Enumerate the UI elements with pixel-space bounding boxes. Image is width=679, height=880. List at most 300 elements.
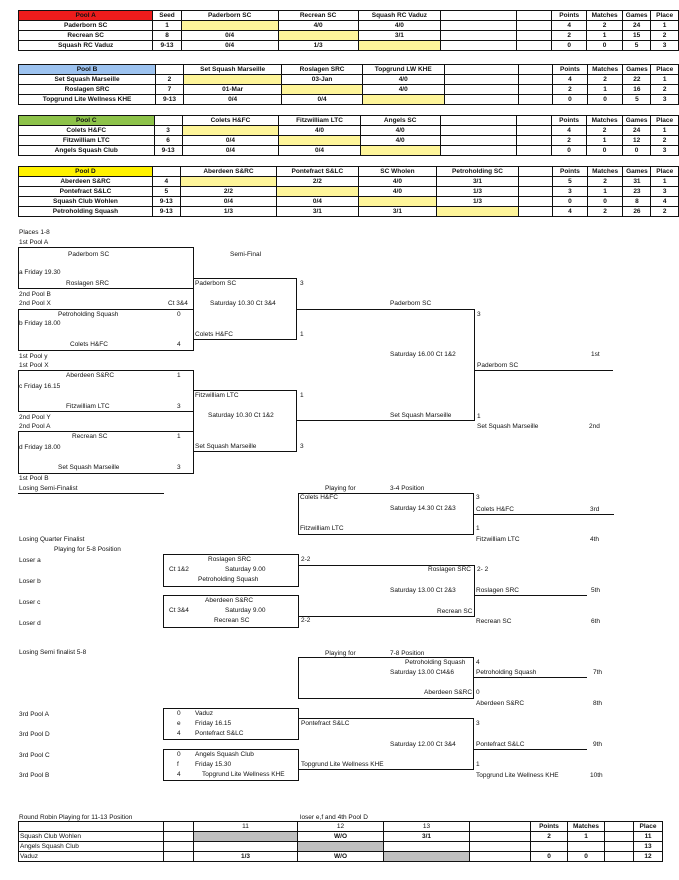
winner-line	[474, 514, 614, 515]
result-cell	[279, 136, 361, 146]
pool-table	[18, 10, 679, 51]
matches-value: 2	[587, 177, 623, 187]
mf-top-score: 0	[177, 751, 181, 758]
pool-name: Pool A	[19, 11, 153, 21]
result-cell: W/O	[298, 852, 384, 862]
mf-top: Angels Squash Club	[195, 751, 254, 758]
seed-value: 7	[156, 85, 184, 95]
result-cell	[384, 852, 470, 862]
result-cell	[444, 75, 518, 85]
place-9th: 9th	[593, 741, 603, 748]
team-name: Set Squash Marseille	[19, 75, 156, 85]
qf-d-top-team: Recrean SC	[72, 433, 108, 440]
result-cell: 1/3	[180, 207, 277, 217]
stat-header: Games	[623, 65, 651, 75]
points-value: 0	[552, 41, 587, 51]
opponent-header: Squash RC Vaduz	[358, 11, 440, 21]
final-top-team: Paderborn SC	[390, 300, 432, 307]
pool-table	[18, 166, 679, 217]
qf-c-bottom-score: 3	[177, 403, 181, 410]
me-top: Vaduz	[195, 710, 213, 717]
winner-line	[474, 595, 587, 596]
stat-header: Place	[651, 11, 679, 21]
spacer-cell	[516, 146, 551, 156]
sf1-top-team: Paderborn SC	[195, 280, 237, 287]
result-cell	[278, 31, 358, 41]
games-value: 5	[623, 95, 651, 105]
result-cell: 2/2	[180, 187, 277, 197]
place-value: 13	[634, 842, 663, 852]
seed-value: 6	[154, 136, 182, 146]
spacer-cell	[470, 822, 531, 832]
result-cell: 0/4	[181, 31, 278, 41]
m56-top-score: 2- 2	[477, 566, 489, 573]
stat-header: Games	[622, 116, 650, 126]
qf-a-bottom-team: Roslagen SRC	[66, 280, 109, 287]
result-cell: 0/4	[277, 197, 358, 207]
team-name: Paderborn SC	[19, 21, 153, 31]
qf-b-bottom-score: 4	[177, 341, 181, 348]
place-7th: 7th	[593, 669, 603, 676]
losing-qf-label: Losing Quarter Finalist	[19, 536, 85, 543]
tp-info: Saturday 14.30 Ct 2&3	[390, 505, 456, 512]
place-4th: 4th	[590, 536, 600, 543]
seed-value: 4	[152, 177, 180, 187]
result-cell	[360, 146, 440, 156]
result-cell: 4/0	[358, 21, 440, 31]
points-value: 2	[552, 31, 587, 41]
playing-for-label: Playing for	[325, 650, 356, 657]
pool-row	[19, 207, 679, 217]
spacer-cell	[518, 75, 552, 85]
team-name: Angels Squash Club	[19, 842, 164, 852]
team-name: Topgrund Lite Wellness KHE	[19, 95, 156, 105]
spacer-cell	[470, 832, 531, 842]
result-cell	[444, 85, 518, 95]
matches-value	[568, 842, 605, 852]
spacer-cell	[470, 852, 531, 862]
mf-letter: f	[177, 761, 179, 768]
spacer-cell	[516, 21, 551, 31]
result-cell	[277, 187, 358, 197]
matches-value: 1	[587, 187, 623, 197]
matches-value: 2	[587, 75, 623, 85]
result-cell: 3/1	[277, 207, 358, 217]
stat-header: Place	[651, 116, 679, 126]
m78-info: Saturday 13.00 Ct4&6	[390, 669, 454, 676]
place-value: 3	[651, 41, 679, 51]
seed-header: Seed	[153, 11, 181, 21]
m57a-score: 2-2	[301, 556, 311, 563]
blank-header	[19, 822, 164, 832]
tp-top-team: Colets H&FC	[300, 494, 338, 501]
result-cell	[440, 136, 516, 146]
points-value: 5	[553, 177, 588, 187]
pool-label: 3rd Pool A	[19, 711, 49, 718]
seed-label: 2nd Pool A	[19, 423, 51, 430]
result-cell	[194, 832, 298, 842]
result-cell: 0/4	[279, 146, 361, 156]
opponent-header: Topgrund LW KHE	[362, 65, 444, 75]
blank-cell	[164, 852, 194, 862]
result-cell: 3/1	[358, 207, 437, 217]
sf2-info: Saturday 10.30 Ct 1&2	[208, 412, 274, 419]
result-cell	[440, 126, 516, 136]
result-cell: 4/0	[360, 136, 440, 146]
pool-row	[19, 136, 679, 146]
spacer-cell	[470, 842, 531, 852]
sf1-top-score: 3	[300, 280, 304, 287]
m78-bottom-score: 0	[476, 689, 480, 696]
games-value: 12	[622, 136, 650, 146]
round-robin-grid	[18, 821, 663, 862]
qf-c-info: c Friday 16.15	[19, 383, 61, 390]
mf-bottom: Topgrund Lite Wellness KHE	[202, 771, 285, 778]
qf-c-top-score: 1	[177, 372, 181, 379]
matches-value: 0	[587, 197, 623, 207]
winner-line	[474, 677, 587, 678]
ninth-team: Pontefract S&LC	[476, 741, 525, 748]
m910-bottom: Topgrund Lite Wellness KHE	[301, 761, 384, 768]
spacer-cell	[516, 136, 551, 146]
result-cell	[441, 31, 517, 41]
spacer-cell	[518, 65, 552, 75]
team-name: Colets H&FC	[19, 126, 155, 136]
result-cell	[182, 126, 279, 136]
seed-header	[154, 116, 182, 126]
blank-cell	[605, 852, 634, 862]
team-name: Aberdeen S&RC	[19, 177, 153, 187]
opponent-header: Pontefract S&LC	[277, 167, 358, 177]
final-box	[297, 309, 475, 421]
place-value: 1	[651, 21, 679, 31]
m57a-court: Ct 1&2	[169, 566, 189, 573]
m57b-court: Ct 3&4	[169, 607, 189, 614]
opponent-header: SC Wholen	[358, 167, 437, 177]
spacer-cell	[516, 11, 551, 21]
seed-value: 2	[156, 75, 184, 85]
m78-top: Petroholding Squash	[405, 659, 466, 666]
games-value: 24	[622, 126, 650, 136]
stat-header: Points	[552, 11, 587, 21]
seed-label: 2nd Pool X	[19, 300, 51, 307]
matches-value: 0	[587, 41, 623, 51]
pool-row	[19, 75, 679, 85]
seventh-team: Petroholding Squash	[476, 669, 537, 676]
stat-header	[605, 822, 634, 832]
games-value: 24	[623, 21, 651, 31]
m57a-bottom: Petroholding Squash	[198, 576, 259, 583]
m57b-score: 2-2	[301, 617, 311, 624]
qf-a-top-team: Paderborn SC	[68, 251, 110, 258]
result-cell	[437, 207, 518, 217]
points-value: 0	[531, 852, 568, 862]
round-robin-title: Round Robin Playing for 11-13 Position	[19, 814, 133, 821]
seed-label: 2nd Pool B	[19, 291, 51, 298]
stat-header: Games	[623, 11, 651, 21]
pool-label: 3rd Pool D	[19, 731, 50, 738]
seed-header	[156, 65, 184, 75]
place-value: 4	[651, 197, 679, 207]
result-cell	[384, 842, 470, 852]
matches-value: 2	[587, 207, 623, 217]
result-cell: W/O	[298, 832, 384, 842]
result-cell: 4/0	[358, 187, 437, 197]
pool-row	[19, 41, 679, 51]
stat-header: Matches	[587, 65, 623, 75]
team-name: Pontefract S&LC	[19, 187, 153, 197]
loser-label: Loser d	[19, 620, 41, 627]
spacer-cell	[516, 116, 551, 126]
team-name: Squash Club Wohlen	[19, 832, 164, 842]
result-cell: 4/0	[279, 126, 361, 136]
team-name: Petroholding Squash	[19, 207, 153, 217]
pool-row	[19, 31, 679, 41]
loser-label: Loser a	[19, 557, 41, 564]
blank-header	[164, 822, 194, 832]
opponent-header: Paderborn SC	[181, 11, 278, 21]
opponent-header: Petroholding SC	[437, 167, 518, 177]
five-eight-title: Playing for 5-8 Position	[54, 546, 121, 553]
seed-value: 9-13	[154, 146, 182, 156]
seed-label: 1st Pool y	[19, 353, 48, 360]
place-value: 3	[651, 95, 679, 105]
m57b-top: Aberdeen S&RC	[205, 597, 254, 604]
sf2-top-team: Fitzwilliam LTC	[195, 392, 239, 399]
qf-d-top-score: 1	[177, 433, 181, 440]
m910-info: Saturday 12.00 Ct 3&4	[390, 741, 456, 748]
m910-top: Pontefract S&LC	[301, 720, 350, 727]
place-value: 2	[651, 207, 679, 217]
opponent-header: Aberdeen S&RC	[180, 167, 277, 177]
qf-c-bottom-team: Fitzwilliam LTC	[66, 403, 110, 410]
points-value: 4	[552, 21, 587, 31]
seed-value: 9-13	[153, 41, 181, 51]
opponent-header: Angels SC	[360, 116, 440, 126]
sf2-top-score: 1	[300, 392, 304, 399]
place-value: 2	[651, 31, 679, 41]
games-value: 0	[622, 146, 650, 156]
result-cell: 1/3	[437, 187, 518, 197]
matches-value: 1	[587, 85, 623, 95]
qf-b-court: Ct 3&4	[168, 300, 188, 307]
bracket-title: Places 1-8	[19, 229, 50, 236]
team-name: Vaduz	[19, 852, 164, 862]
m78-bottom: Aberdeen S&RC	[424, 689, 473, 696]
points-value: 4	[553, 75, 588, 85]
seed-label: 1st Pool A	[19, 239, 49, 246]
opponent-header: Set Squash Marseille	[183, 65, 282, 75]
result-cell: 0/4	[282, 95, 362, 105]
matches-value: 1	[587, 136, 623, 146]
pool-name: Pool C	[19, 116, 155, 126]
result-cell	[444, 95, 518, 105]
matches-value: 2	[587, 21, 623, 31]
pool-table	[18, 115, 679, 156]
runner-up-team: Set Squash Marseille	[477, 423, 539, 430]
round-robin-subtitle: loser e,f and 4th Pool D	[300, 814, 368, 821]
opponent-header: Roslagen SRC	[282, 65, 362, 75]
team-name: Roslagen SRC	[19, 85, 156, 95]
winner-line	[474, 749, 587, 750]
result-cell	[298, 842, 384, 852]
tp-top-score: 3	[476, 494, 480, 501]
result-cell: 0/4	[182, 136, 279, 146]
opponent-header	[441, 11, 517, 21]
spacer-cell	[518, 167, 553, 177]
qf-d-bottom-team: Set Squash Marseille	[58, 464, 120, 471]
points-value: 2	[553, 85, 588, 95]
losing-semi-58-label: Losing Semi finalist 5-8	[19, 649, 87, 656]
qf-b-bottom-team: Colets H&FC	[70, 341, 108, 348]
result-cell	[441, 41, 517, 51]
tp-bottom-team: Fitzwilliam LTC	[300, 525, 344, 532]
qf-b-top-score: 0	[177, 311, 181, 318]
me-letter: e	[177, 720, 181, 727]
matches-value: 0	[587, 146, 623, 156]
stat-header: Matches	[587, 167, 623, 177]
place-5th: 5th	[591, 587, 601, 594]
pool-name: Pool B	[19, 65, 156, 75]
tp-winner: Colets H&FC	[476, 506, 514, 513]
result-cell: 2/2	[277, 177, 358, 187]
place-value: 2	[651, 136, 679, 146]
m78-top-score: 4	[476, 659, 480, 666]
games-value: 26	[623, 207, 651, 217]
games-value: 15	[623, 31, 651, 41]
pool-row	[19, 197, 679, 207]
stat-header: Points	[531, 822, 568, 832]
round-robin-row	[19, 832, 663, 842]
result-cell	[282, 85, 362, 95]
sf1-bottom-team: Colets H&FC	[195, 331, 233, 338]
pool-row	[19, 85, 679, 95]
sf1-bottom-score: 1	[300, 331, 304, 338]
seed-header	[152, 167, 180, 177]
position-label: 3-4 Position	[390, 485, 425, 492]
me-bottom-score: 4	[177, 730, 181, 737]
place-value: 3	[651, 187, 679, 197]
spacer-cell	[518, 207, 553, 217]
place-value: 11	[634, 832, 663, 842]
result-cell: 03-Jan	[282, 75, 362, 85]
round-robin-row	[19, 852, 663, 862]
tp-loser: Fitzwilliam LTC	[476, 536, 520, 543]
mf-bottom-score: 4	[177, 771, 181, 778]
games-value: 8	[623, 197, 651, 207]
result-cell	[181, 21, 278, 31]
matches-value: 1	[568, 832, 605, 842]
points-value	[531, 842, 568, 852]
m56-bottom: Recrean SC	[437, 608, 473, 615]
sf1-info: Saturday 10.30 Ct 3&4	[210, 300, 276, 307]
five-winner: Roslagen SRC	[476, 587, 519, 594]
result-cell: 4/0	[358, 177, 437, 187]
result-cell: 0/4	[183, 95, 282, 105]
seed-label: 1st Pool B	[19, 475, 49, 482]
stat-header: Place	[651, 65, 679, 75]
playing-for-label: Playing for	[325, 485, 356, 492]
stat-header: Points	[553, 65, 588, 75]
opponent-header: Recrean SC	[278, 11, 358, 21]
final-info: Saturday 16.00 Ct 1&2	[390, 351, 456, 358]
winner-line	[475, 370, 613, 371]
m57a-info: Saturday 9.00	[225, 566, 266, 573]
stat-header: Place	[651, 167, 679, 177]
opponent-header	[444, 65, 518, 75]
stat-header: Points	[552, 116, 587, 126]
m57b-bottom: Recrean SC	[214, 617, 250, 624]
place-value: 1	[651, 126, 679, 136]
qf-c-top-team: Aberdeen S&RC	[66, 372, 115, 379]
pool-label: 3rd Pool C	[19, 752, 50, 759]
result-cell	[362, 95, 444, 105]
final-bottom-team: Set Squash Marseille	[390, 412, 452, 419]
games-value: 5	[623, 41, 651, 51]
result-cell	[180, 177, 277, 187]
seed-value: 1	[153, 21, 181, 31]
winner-team: Paderborn SC	[477, 362, 519, 369]
result-cell: 3/1	[437, 177, 518, 187]
stat-header: Games	[623, 167, 651, 177]
qf-d-bottom-score: 3	[177, 464, 181, 471]
points-value: 0	[553, 197, 588, 207]
points-value: 4	[552, 126, 587, 136]
result-cell: 1/3	[194, 852, 298, 862]
position-header: 13	[384, 822, 470, 832]
losing-semi-label: Losing Semi-Finalist	[19, 485, 78, 492]
loser-label: Loser b	[19, 578, 41, 585]
loser-label: Loser c	[19, 599, 41, 606]
round-robin-row	[19, 842, 663, 852]
spacer-cell	[518, 187, 553, 197]
divider-line	[18, 493, 164, 494]
pool-label: 3rd Pool B	[19, 772, 50, 779]
opponent-header: Fitzwilliam LTC	[279, 116, 361, 126]
spacer-cell	[516, 41, 551, 51]
final-bottom-score: 1	[477, 413, 481, 420]
result-cell: 01-Mar	[183, 85, 282, 95]
points-value: 2	[552, 136, 587, 146]
games-value: 23	[623, 187, 651, 197]
semi-final-title: Semi-Final	[230, 251, 262, 258]
games-value: 16	[623, 85, 651, 95]
spacer-cell	[516, 126, 551, 136]
place-value: 12	[634, 852, 663, 862]
eighth-team: Aberdeen S&RC	[476, 700, 525, 707]
matches-value: 0	[587, 95, 623, 105]
result-cell: 0/4	[181, 41, 278, 51]
games-value: 31	[623, 177, 651, 187]
position-header: 11	[194, 822, 298, 832]
qf-d-info: d Friday 18.00	[19, 444, 61, 451]
pool-row	[19, 95, 679, 105]
stat-header: Points	[553, 167, 588, 177]
place-value: 1	[651, 177, 679, 187]
blank-cell	[164, 832, 194, 842]
opponent-header	[440, 116, 516, 126]
pool-row	[19, 126, 679, 136]
result-cell: 4/0	[360, 126, 440, 136]
stat-header: Matches	[587, 11, 623, 21]
m57b-info: Saturday 9.00	[225, 607, 266, 614]
result-cell: 4/0	[278, 21, 358, 31]
spacer-cell	[518, 197, 553, 207]
team-name: Squash Club Wohlen	[19, 197, 153, 207]
pool-table	[18, 64, 679, 105]
seed-value: 9-13	[156, 95, 184, 105]
points-value: 2	[531, 832, 568, 842]
